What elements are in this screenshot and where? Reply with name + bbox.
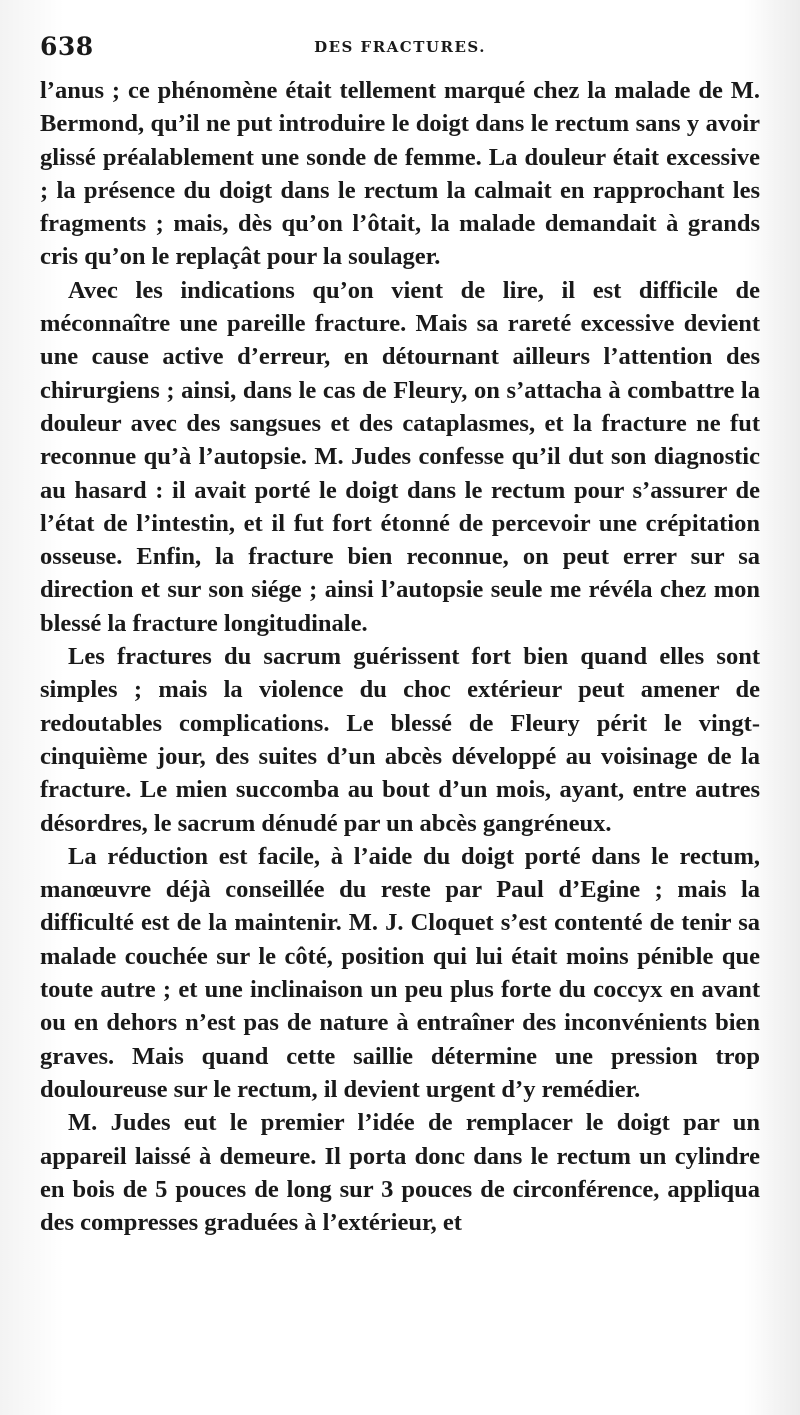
running-title: DES FRACTURES.: [314, 38, 486, 56]
body-text: [40, 74, 760, 1239]
paragraph-2: Avec les indications qu’on vient de lire, il est difficile de méconnaître une pareille fracture. Mais sa rareté excessive devient une cause active d’erreur, en détournant ailleurs l’attention des chirurgiens ; ainsi, dans le cas de Fleury, on s’attacha à combattre la douleur avec des sangsues et des cataplasmes, et la fracture ne fut reconnue qu’à l’autopsie. M. Judes confesse qu’il dut son diagnostic au hasard : il avait porté le doigt dans le rectum pour s’assurer de l’état de l’intestin, et il fut fort étonné de percevoir une crépitation osseuse. Enfin, la fracture bien reconnue, on peut errer sur sa direction et sur son siége ; ainsi l’autopsie seule me révéla chez mon blessé la fracture longitudinale.: [40, 276, 760, 637]
paragraph-3: Les fractures du sacrum guérissent fort bien quand elles sont simples ; mais la violence du choc extérieur peut amener de redoutables complications. Le blessé de Fleury périt le vingt-cinquième jour, des suites d’un abcès développé au voisinage de la fracture. Le mien succomba au bout d’un mois, ayant, entre autres désordres, le sacrum dénudé par un abcès gangréneux.: [40, 643, 760, 837]
page-number: 638: [40, 32, 94, 61]
paragraph-5: M. Judes eut le premier l’idée de remplacer le doigt par un appareil laissé à demeure. Il porta donc dans le rectum un cylindre en bois de 5 pouces de long sur 3 pouces de circonférence, appliqua des compresses graduées à l’extérieur, et: [40, 1109, 760, 1237]
paragraph-4: La réduction est facile, à l’aide du doigt porté dans le rectum, manœuvre déjà conseillée du reste par Paul d’Egine ; mais la difficulté est de la maintenir. M. J. Cloquet s’est contenté de tenir sa malade couchée sur le côté, position qui lui était moins pénible que toute autre ; et une inclinaison un peu plus forte du coccyx en avant ou en dehors n’est pas de nature à entraîner des inconvénients bien graves. Mais quand cette saillie détermine une pression trop douloureuse sur le rectum, il devient urgent d’y remédier.: [40, 842, 760, 1103]
running-head: [40, 28, 760, 74]
paragraph-1: l’anus ; ce phénomène était tellement marqué chez la malade de M. Bermond, qu’il ne put introduire le doigt dans le rectum sans y avoir glissé préalablement une sonde de femme. La douleur était excessive ; la présence du doigt dans le rectum la calmait en rapprochant les fragments ; mais, dès qu’on l’ôtait, la malade demandait à grands cris qu’on le replaçât pour la soulager.: [40, 77, 760, 271]
